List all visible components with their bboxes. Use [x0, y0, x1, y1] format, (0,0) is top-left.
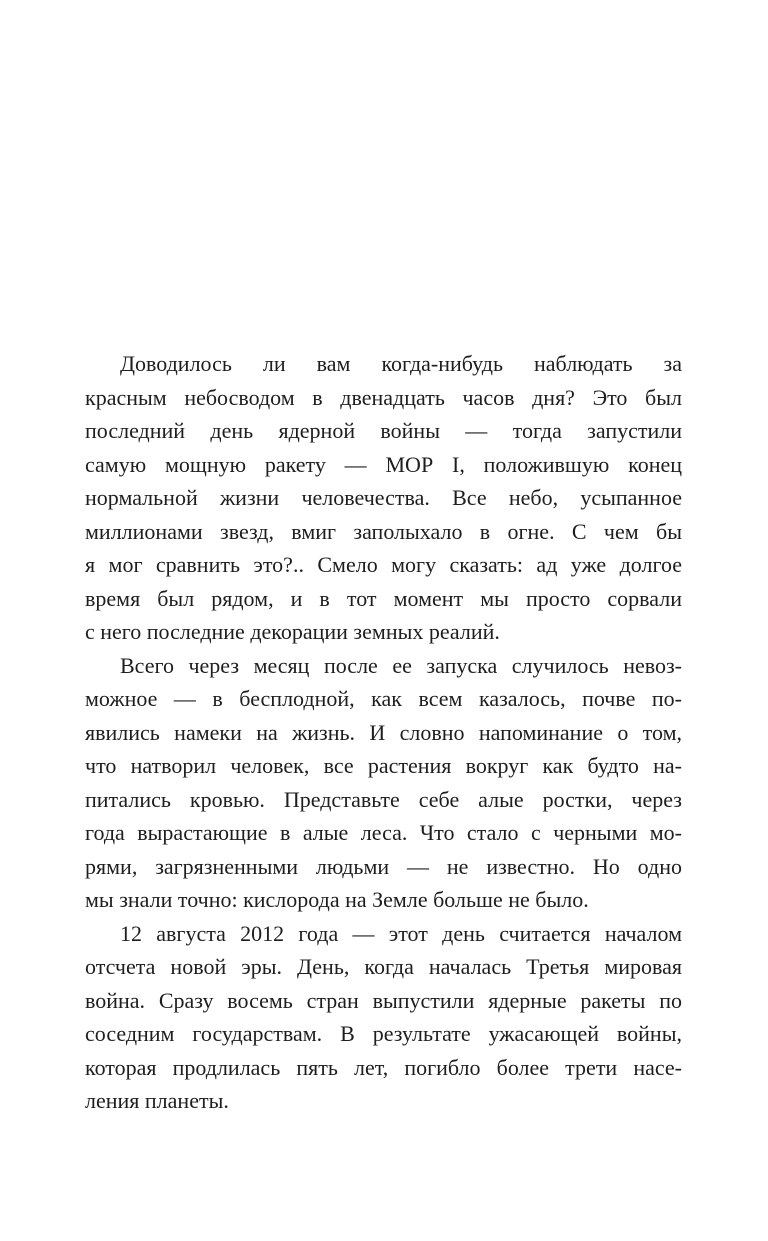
text-line: можное — в бесплодной, как всем казалось, почве по-	[85, 686, 682, 711]
text-line: отсчета новой эры. День, когда началась Третья мировая	[85, 954, 682, 979]
text-line: что натворил человек, все растения вокруг как будто на-	[85, 753, 682, 778]
text-line: года вырастающие в алые леса. Что стало с черными мо-	[85, 820, 682, 845]
text-line: время был рядом, и в тот момент мы просто сорвали	[85, 585, 682, 611]
text-line: последний день ядерной войны — тогда запустили	[85, 418, 682, 443]
text-line: рями, загрязненными людьми — не известно. Но одно	[85, 853, 682, 879]
text-line: Доводилось ли вам когда-нибудь наблюдать за	[120, 351, 682, 376]
text-line: соседним государствам. В результате ужасающей войны,	[85, 1021, 682, 1046]
text-line: 12 августа 2012 года — этот день считается началом	[120, 920, 682, 946]
text-line: с него последние декорации земных реалий.	[85, 619, 500, 644]
text-line: я мог сравнить это?.. Смело могу сказать: ад уже долгое	[85, 552, 682, 577]
text-line: питались кровью. Представьте себе алые ростки, через	[85, 786, 682, 812]
text-line: самую мощную ракету — МОР I, положившую конец	[85, 451, 682, 477]
paragraph-1	[85, 347, 682, 649]
paragraph-3	[85, 917, 682, 1118]
text-line: ления планеты.	[85, 1088, 229, 1113]
text-line: которая продлилась пять лет, погибло более трети насе-	[85, 1054, 682, 1080]
text-line: красным небосводом в двенадцать часов дня? Это был	[85, 384, 682, 410]
text-line: миллионами звезд, вмиг заполыхало в огне. С чем бы	[85, 518, 682, 544]
paragraph-2	[85, 649, 682, 917]
text-line: явились намеки на жизнь. И словно напоминание о том,	[85, 719, 682, 745]
text-line: война. Сразу восемь стран выпустили ядерные ракеты по	[85, 987, 682, 1013]
text-line: нормальной жизни человечества. Все небо, усыпанное	[85, 485, 682, 510]
text-line: Всего через месяц после ее запуска случилось невоз-	[120, 652, 682, 678]
text-line: мы знали точно: кислорода на Земле больше не было.	[85, 887, 589, 912]
page-text-block	[85, 347, 682, 1118]
